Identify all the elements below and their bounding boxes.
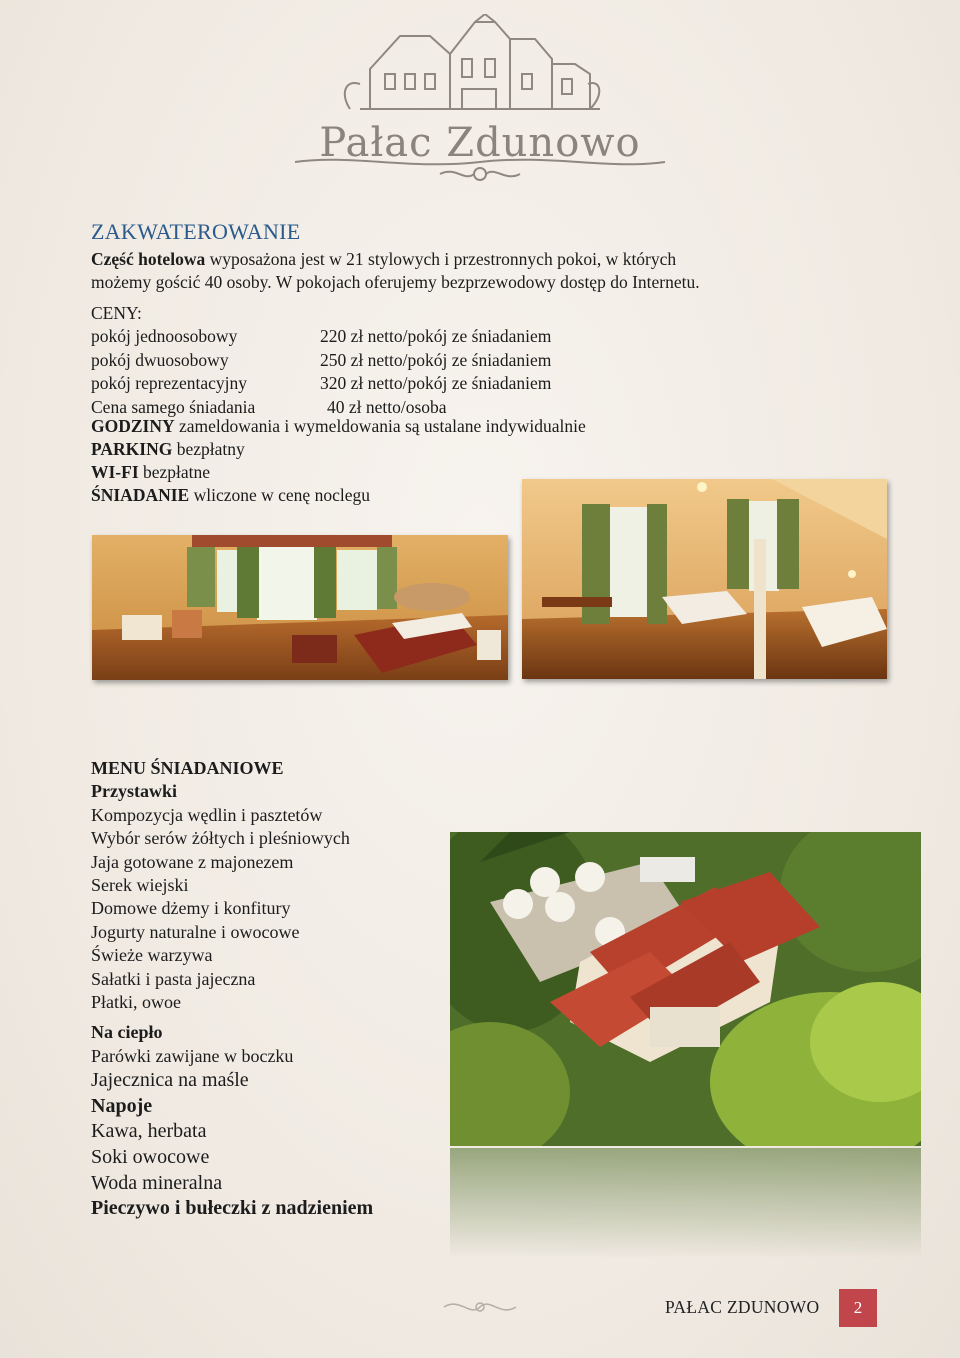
footer-title: PAŁAC ZDUNOWO [665, 1297, 820, 1317]
room-photo-double [92, 535, 508, 680]
intro-line1: wyposażona jest w 21 stylowych i przestronnych pokoi, w których [205, 249, 677, 269]
wifi-text: bezpłatne [138, 462, 211, 482]
price-label: pokój reprezentacyjny [91, 373, 247, 394]
breakfast-label: ŚNIADANIE [91, 485, 190, 505]
menu-item: Kawa, herbata [91, 1120, 207, 1143]
accommodation-intro [91, 248, 831, 294]
intro-line2: możemy gościć 40 osoby. W pokojach oferujemy bezprzewodowy dostęp do Internetu. [91, 272, 700, 292]
hours-text: zameldowania i wymeldowania są ustalane indywidualnie [174, 416, 586, 436]
parking-label: PARKING [91, 439, 173, 459]
intro-bold: Część hotelowa [91, 249, 206, 269]
prices-heading: CENY: [91, 303, 142, 323]
price-value: 250 zł netto/pokój ze śniadaniem [320, 349, 552, 370]
breakfast-info [91, 485, 370, 506]
parking-info [91, 439, 245, 460]
menu-item: Płatki, owoe [91, 992, 181, 1013]
price-value: 220 zł netto/pokój ze śniadaniem [320, 326, 552, 347]
breakfast-text: wliczone w cenę noclegu [189, 485, 370, 505]
palace-logo [290, 14, 670, 184]
starters-heading: Przystawki [91, 781, 177, 802]
hours-label: GODZINY [91, 416, 175, 436]
menu-item: Parówki zawijane w boczku [91, 1045, 294, 1066]
bread-item: Pieczywo i bułeczki z nadzieniem [91, 1197, 374, 1220]
hours-info [91, 416, 586, 437]
menu-item: Wybór serów żółtych i pleśniowych [91, 828, 350, 849]
menu-item: Jaja gotowane z majonezem [91, 851, 294, 872]
hot-heading: Na ciepło [91, 1022, 163, 1043]
price-value: 320 zł netto/pokój ze śniadaniem [320, 373, 552, 394]
menu-item: Jogurty naturalne i owocowe [91, 921, 300, 942]
menu-item: Woda mineralna [91, 1171, 223, 1194]
breakfast-menu [91, 757, 373, 1222]
wifi-info [91, 462, 210, 483]
flourish-icon [440, 1295, 520, 1319]
menu-item: Soki owocowe [91, 1146, 210, 1169]
price-label: pokój jednoosobowy [91, 326, 238, 347]
price-label: Cena samego śniadania [91, 396, 256, 417]
section-heading-accommodation: ZAKWATEROWANIE [91, 219, 301, 244]
menu-item: Kompozycja wędlin i pasztetów [91, 804, 323, 825]
price-label: pokój dwuosobowy [91, 349, 229, 370]
aerial-palace-photo [450, 832, 921, 1146]
menu-item: Sałatki i pasta jajeczna [91, 968, 256, 989]
menu-item: Jajecznica na maśle [91, 1069, 249, 1092]
menu-item: Domowe dżemy i konfitury [91, 898, 291, 919]
logo-text: Pałac Zdunowo [319, 120, 641, 166]
price-value: 40 zł netto/osoba [327, 396, 447, 417]
drinks-heading: Napoje [91, 1094, 153, 1117]
aerial-photo-reflection [450, 1148, 921, 1258]
page-number: 2 [839, 1289, 877, 1327]
wifi-label: WI-FI [91, 462, 139, 482]
menu-item: Serek wiejski [91, 875, 189, 896]
parking-text: bezpłatny [172, 439, 245, 459]
menu-title: MENU ŚNIADANIOWE [91, 758, 284, 778]
room-photo-twin [522, 479, 887, 679]
menu-item: Świeże warzywa [91, 945, 213, 966]
